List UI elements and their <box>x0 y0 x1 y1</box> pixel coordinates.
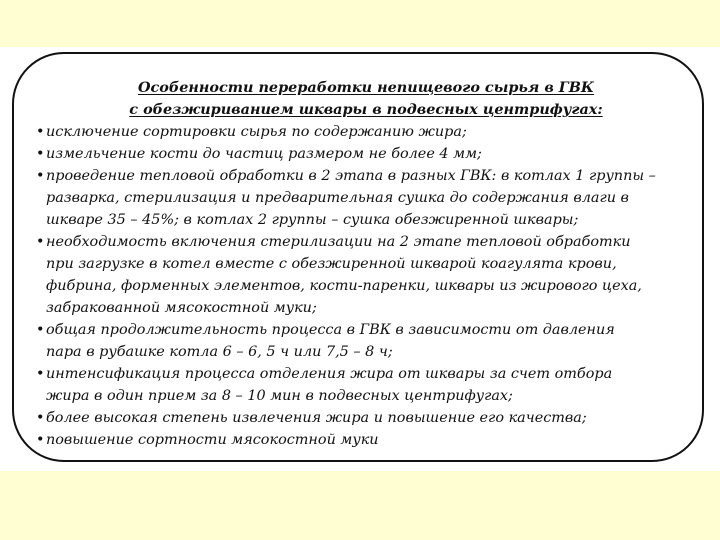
text-block <box>36 77 696 451</box>
bullet-item <box>36 231 696 319</box>
bullet-line: шкваре 35 – 45%; в котлах 2 группы – сушка обезжиренной шквары; <box>46 212 579 228</box>
bullet-line: при загрузке в котел вместе с обезжиренной шкварой коагулята крови, <box>46 256 617 272</box>
bullet-item <box>36 165 696 231</box>
bullet-line: разварка, стерилизация и предварительная сушка до содержания влаги в <box>46 190 629 206</box>
bullet-mark: • <box>36 234 45 250</box>
bullet-line: забракованной мясокостной муки; <box>46 300 317 316</box>
bullet-item <box>36 143 696 165</box>
bullet-line: повышение сортности мясокостной муки <box>46 432 379 448</box>
bullet-mark: • <box>36 124 45 140</box>
bullet-line: фибрина, форменных элементов, кости-паренки, шквары из жирового цеха, <box>46 278 642 294</box>
bullet-item <box>36 363 696 407</box>
bullet-item <box>36 319 696 363</box>
bullet-item <box>36 121 696 143</box>
bullet-line: исключение сортировки сырья по содержанию жира; <box>46 124 467 140</box>
bullet-mark: • <box>36 410 45 426</box>
bullet-line: интенсификация процесса отделения жира от шквары за счет отбора <box>46 366 613 382</box>
slide-content <box>0 47 720 471</box>
bullet-line: жира в один прием за 8 – 10 мин в подвесных центрифугах; <box>46 388 513 404</box>
bullet-line: общая продолжительность процесса в ГВК в зависимости от давления <box>46 322 615 338</box>
bullet-mark: • <box>36 366 45 382</box>
bullet-mark: • <box>36 322 45 338</box>
bullet-line: необходимость включения стерилизации на 2 этапе тепловой обработки <box>46 234 631 250</box>
title-line-1: Особенности переработки непищевого сырья в ГВК <box>137 79 595 96</box>
bullet-mark: • <box>36 432 45 448</box>
bullet-line: более высокая степень извлечения жира и повышение его качества; <box>46 410 587 426</box>
bullet-item <box>36 407 696 429</box>
bullet-mark: • <box>36 146 45 162</box>
title-line-2: с обезжириванием шквары в подвесных центрифугах: <box>129 101 603 118</box>
bullet-line: проведение тепловой обработки в 2 этапа в разных ГВК: в котлах 1 группы – <box>46 168 656 184</box>
bullet-mark: • <box>36 168 45 184</box>
bullet-line: измельчение кости до частиц размером не более 4 мм; <box>46 146 482 162</box>
bullet-list <box>36 121 696 451</box>
bullet-line: пара в рубашке котла 6 – 6, 5 ч или 7,5 – 8 ч; <box>46 344 393 360</box>
bullet-item <box>36 429 696 451</box>
